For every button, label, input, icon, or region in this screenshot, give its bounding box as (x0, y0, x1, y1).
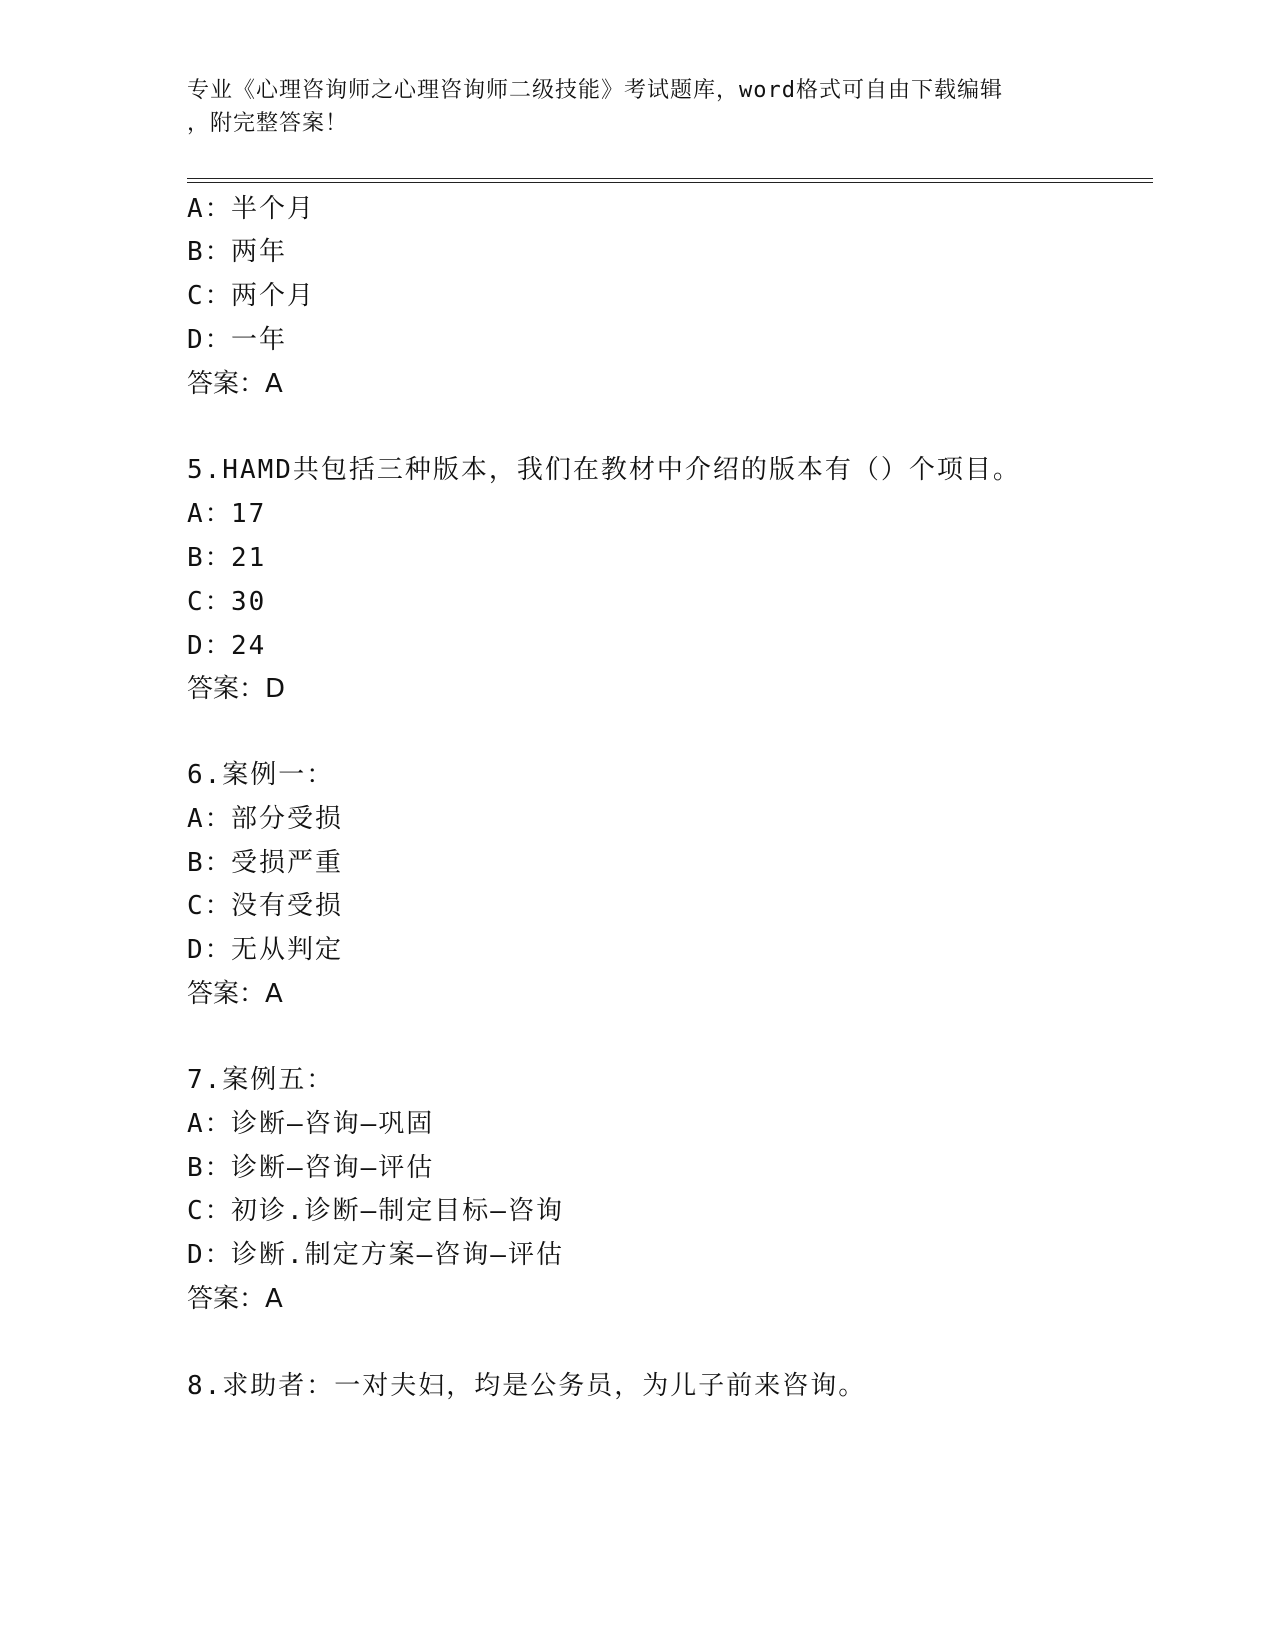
q5-option-c (187, 587, 266, 617)
option-text: 无从判定 (231, 935, 344, 965)
q7-option-c (187, 1196, 564, 1226)
q6-option-b (187, 848, 343, 878)
option-key: D： (187, 325, 233, 355)
option-text: 30 (231, 587, 267, 617)
q7-question: 7.案例五： (187, 1065, 335, 1095)
option-key: C： (187, 891, 233, 921)
q4-option-d (187, 325, 287, 355)
q4-answer: 答案：A (187, 369, 283, 399)
q7-answer: 答案：A (187, 1284, 283, 1314)
option-text: 17 (231, 499, 267, 529)
q8-question: 8.求助者：一对夫妇，均是公务员，为儿子前来咨询。 (187, 1371, 867, 1401)
q6-answer: 答案：A (187, 979, 283, 1009)
option-text: 一年 (231, 325, 288, 355)
option-key: A： (187, 1109, 233, 1139)
option-text: 诊断—咨询—评估 (231, 1153, 435, 1183)
q6-question: 6.案例一： (187, 760, 335, 790)
header-divider-top (187, 178, 1153, 179)
q5-answer: 答案：D (187, 674, 286, 704)
option-text: 两个月 (231, 281, 316, 311)
option-text: 部分受损 (231, 804, 344, 834)
q5-option-d (187, 631, 266, 661)
option-text: 21 (231, 543, 267, 573)
option-key: A： (187, 194, 233, 224)
option-key: B： (187, 543, 233, 573)
document-intro (187, 74, 1067, 140)
q6-option-d (187, 935, 343, 965)
option-key: C： (187, 281, 233, 311)
option-key: A： (187, 804, 233, 834)
option-key: C： (187, 1196, 233, 1226)
option-text: 诊断.制定方案—咨询—评估 (231, 1240, 564, 1270)
q4-option-a (187, 194, 315, 224)
q4-option-c (187, 281, 315, 311)
intro-line-2: ，附完整答案！ (187, 111, 349, 136)
q6-option-c (187, 891, 343, 921)
option-key: A： (187, 499, 233, 529)
option-key: B： (187, 237, 233, 267)
option-key: B： (187, 848, 233, 878)
option-key: B： (187, 1153, 233, 1183)
option-key: D： (187, 1240, 233, 1270)
option-key: D： (187, 935, 233, 965)
q7-option-b (187, 1153, 434, 1183)
q5-option-b (187, 543, 266, 573)
option-text: 初诊.诊断—制定目标—咨询 (231, 1196, 564, 1226)
q7-option-a (187, 1109, 434, 1139)
option-key: C： (187, 587, 233, 617)
intro-line-1: 专业《心理咨询师之心理咨询师二级技能》考试题库，word格式可自由下载编辑 (187, 78, 1003, 103)
q6-option-a (187, 804, 343, 834)
q7-option-d (187, 1240, 564, 1270)
header-divider-bottom (187, 182, 1153, 183)
option-key: D： (187, 631, 233, 661)
option-text: 诊断—咨询—巩固 (231, 1109, 435, 1139)
q4-option-b (187, 237, 287, 267)
option-text: 没有受损 (231, 891, 344, 921)
option-text: 24 (231, 631, 267, 661)
q5-option-a (187, 499, 266, 529)
option-text: 受损严重 (231, 848, 344, 878)
option-text: 半个月 (231, 194, 316, 224)
option-text: 两年 (231, 237, 288, 267)
q5-question: 5.HAMD共包括三种版本，我们在教材中介绍的版本有（）个项目。 (187, 455, 1021, 485)
